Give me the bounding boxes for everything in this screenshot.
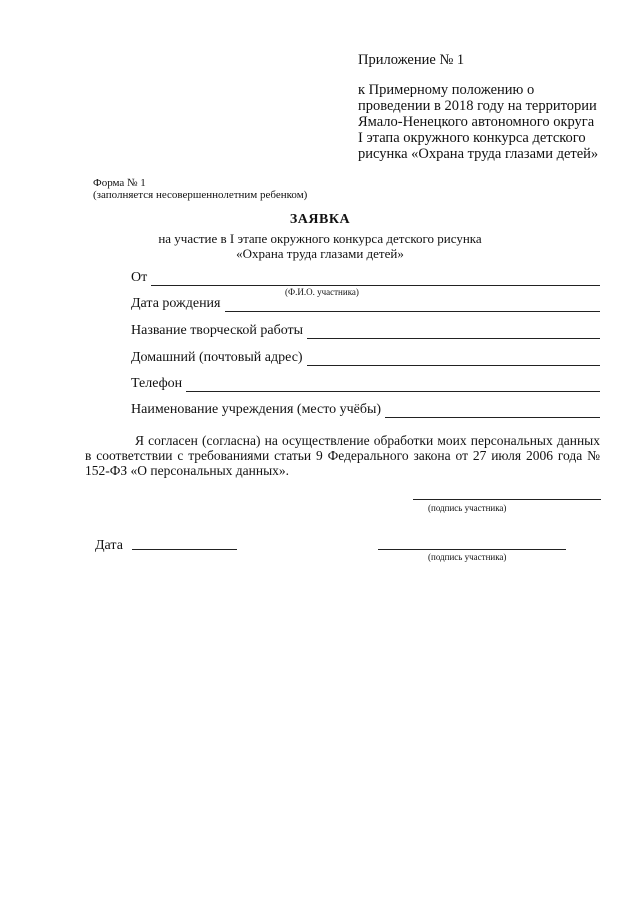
subtitle-line: «Охрана труда глазами детей»	[236, 246, 404, 261]
field-from	[131, 270, 600, 286]
document-title: ЗАЯВКА	[289, 212, 351, 227]
consent-text: Я согласен (согласна) на осуществление обработки моих персональных данных в соответствии с требованиями статьи 9 Федерального закона от 27 июля 2006 года № 152-ФЗ «О персональных данных».	[85, 433, 600, 478]
appendix-line: Ямало-Ненецкого автономного округа	[358, 114, 595, 130]
field-birth-date-line[interactable]	[225, 299, 601, 312]
field-phone-line[interactable]	[186, 379, 600, 392]
field-phone	[131, 376, 600, 392]
field-work-title-label: Название творческой работы	[131, 323, 304, 338]
date-label: Дата	[95, 538, 123, 553]
signature-line-2[interactable]	[378, 549, 566, 550]
signature-line-1[interactable]	[413, 499, 601, 500]
subtitle-line: на участие в I этапе окружного конкурса детского рисунка	[158, 231, 482, 246]
field-birth-date	[131, 296, 600, 312]
date-line[interactable]	[132, 549, 237, 550]
appendix-line: к Примерному положению о	[358, 82, 535, 98]
form-number: Форма № 1	[93, 177, 146, 189]
field-from-label: От	[131, 270, 148, 285]
signature-caption-2: (подпись участника)	[428, 552, 507, 562]
field-institution	[131, 402, 600, 418]
field-institution-line[interactable]	[385, 405, 600, 418]
field-home-address	[131, 350, 600, 366]
appendix-line: проведении в 2018 году на территории	[358, 98, 597, 114]
field-work-title-line[interactable]	[307, 326, 600, 339]
signature-caption-1: (подпись участника)	[428, 503, 507, 513]
document-subtitle	[0, 231, 640, 261]
field-work-title	[131, 323, 600, 339]
consent-block	[85, 433, 600, 478]
field-phone-label: Телефон	[131, 376, 183, 391]
field-from-caption: (Ф.И.О. участника)	[285, 287, 359, 297]
field-birth-date-label: Дата рождения	[131, 296, 221, 311]
field-home-address-line[interactable]	[307, 353, 600, 366]
appendix-line: I этапа окружного конкурса детского	[358, 130, 586, 146]
form-note: (заполняется несовершеннолетним ребенком)	[93, 189, 308, 201]
field-institution-label: Наименование учреждения (место учёбы)	[131, 402, 382, 417]
appendix-number: Приложение № 1	[358, 52, 465, 68]
appendix-block	[358, 52, 598, 162]
form-number-block	[93, 177, 307, 201]
field-from-line[interactable]	[151, 273, 600, 286]
field-home-address-label: Домашний (почтовый адрес)	[131, 350, 303, 365]
appendix-line: рисунка «Охрана труда глазами детей»	[358, 146, 599, 162]
